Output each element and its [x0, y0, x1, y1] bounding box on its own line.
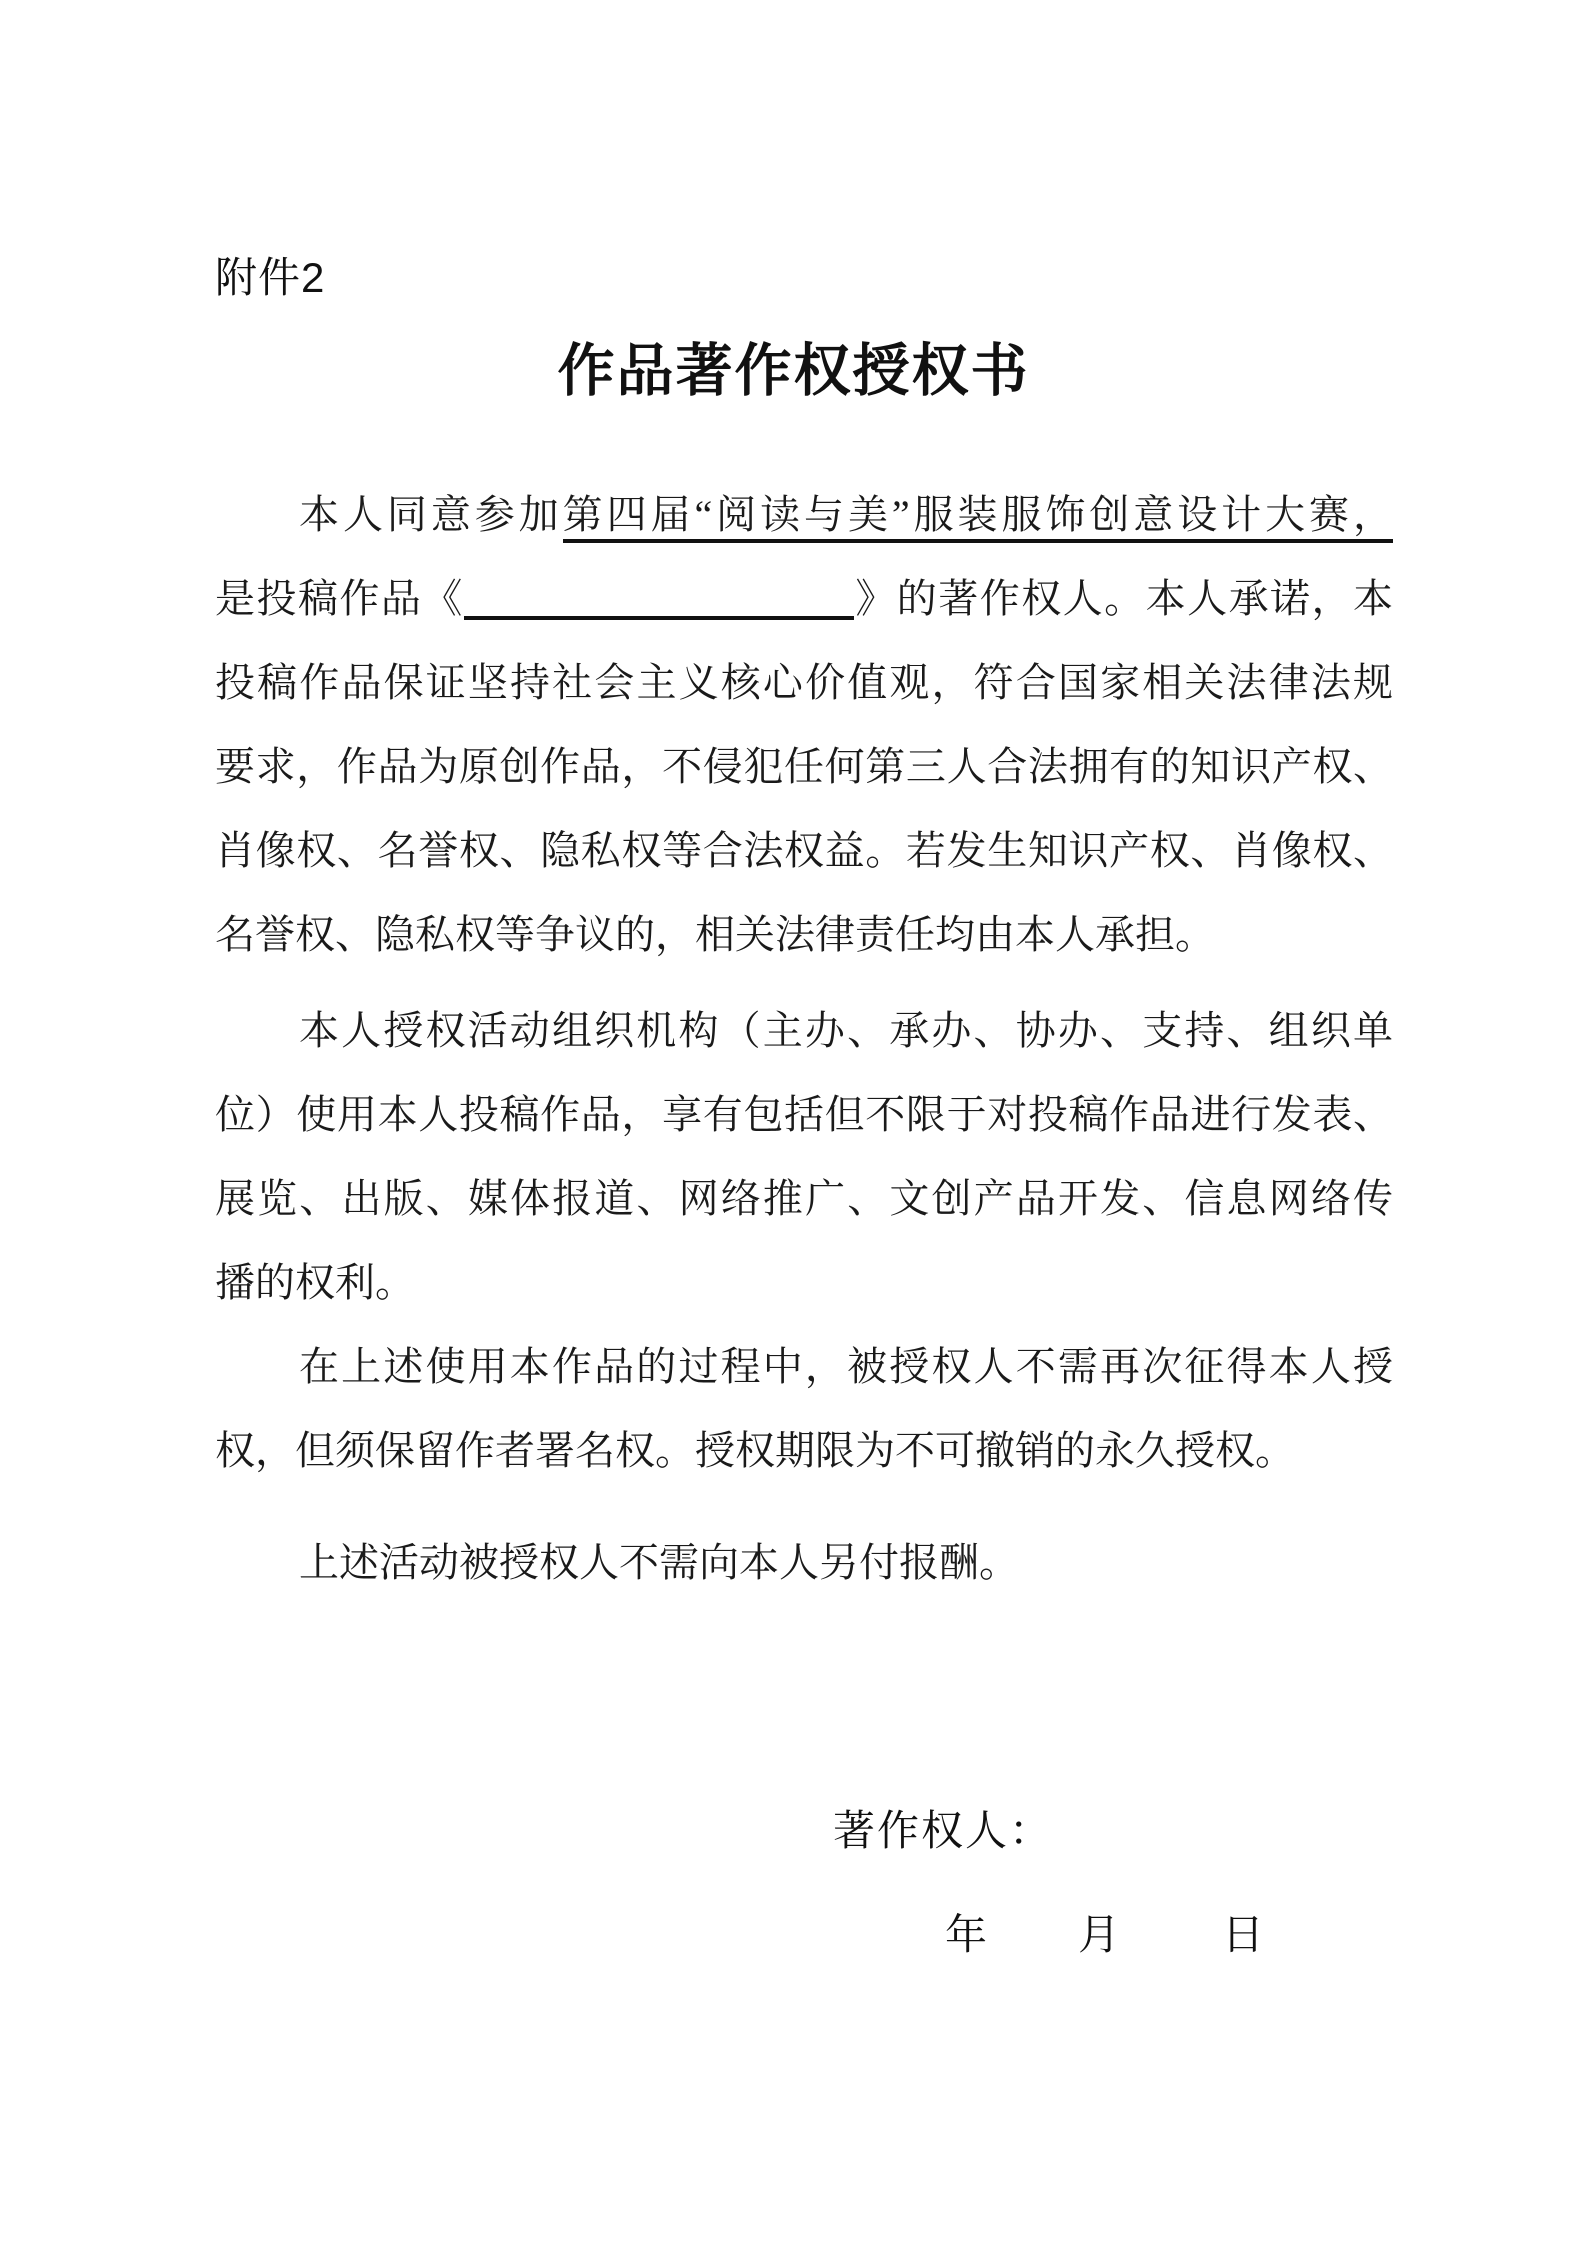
work-title-blank-underline — [464, 572, 854, 620]
paragraph-2 — [215, 989, 1393, 1325]
line1-plain-text: 本人同意参加 — [299, 492, 563, 537]
day-label: 日 — [1222, 1913, 1265, 1959]
body-line: 权，但须保留作者署名权。授权期限为不可撤销的永久授权。 — [215, 1428, 1295, 1473]
body-line: 播的权利。 — [215, 1260, 415, 1305]
paragraph-3 — [215, 1325, 1393, 1493]
attachment-label: 附件2 — [215, 254, 326, 301]
date-line — [945, 1910, 1264, 1962]
body-line: 名誉权、隐私权等争议的，相关法律责任均由本人承担。 — [215, 912, 1215, 957]
body-line: 展览、出版、媒体报道、网络推广、文创产品开发、信息网络传 — [215, 1176, 1393, 1221]
line2-prefix-text: 是投稿作品《 — [215, 576, 464, 621]
body-line: 上述活动被授权人不需向本人另付报酬。 — [299, 1540, 1019, 1585]
paragraph-4 — [215, 1521, 1393, 1605]
body-line: 要求，作品为原创作品，不侵犯任何第三人合法拥有的知识产权、 — [215, 744, 1393, 789]
body-line — [215, 473, 1393, 557]
document-body — [215, 473, 1393, 1605]
body-line: 在上述使用本作品的过程中，被授权人不需再次征得本人授 — [299, 1344, 1393, 1389]
line2-suffix-text: 》的著作权人。本人承诺，本 — [853, 576, 1394, 621]
body-line: 位）使用本人投稿作品，享有包括但不限于对投稿作品进行发表、 — [215, 1092, 1393, 1137]
month-label: 月 — [1078, 1913, 1121, 1959]
body-line — [215, 557, 1393, 641]
contest-name-underlined: 第四届“阅读与美”服装服饰创意设计大赛， — [563, 492, 1393, 543]
document-title: 作品著作权授权书 — [557, 340, 1030, 403]
body-line: 投稿作品保证坚持社会主义核心价值观，符合国家相关法律法规 — [215, 660, 1393, 705]
year-label: 年 — [945, 1913, 988, 1959]
body-line: 本人授权活动组织机构（主办、承办、协办、支持、组织单 — [299, 1008, 1393, 1053]
paragraph-1 — [215, 473, 1393, 977]
copyright-holder-label: 著作权人： — [833, 1809, 1054, 1855]
body-line: 肖像权、名誉权、隐私权等合法权益。若发生知识产权、肖像权、 — [215, 828, 1393, 873]
